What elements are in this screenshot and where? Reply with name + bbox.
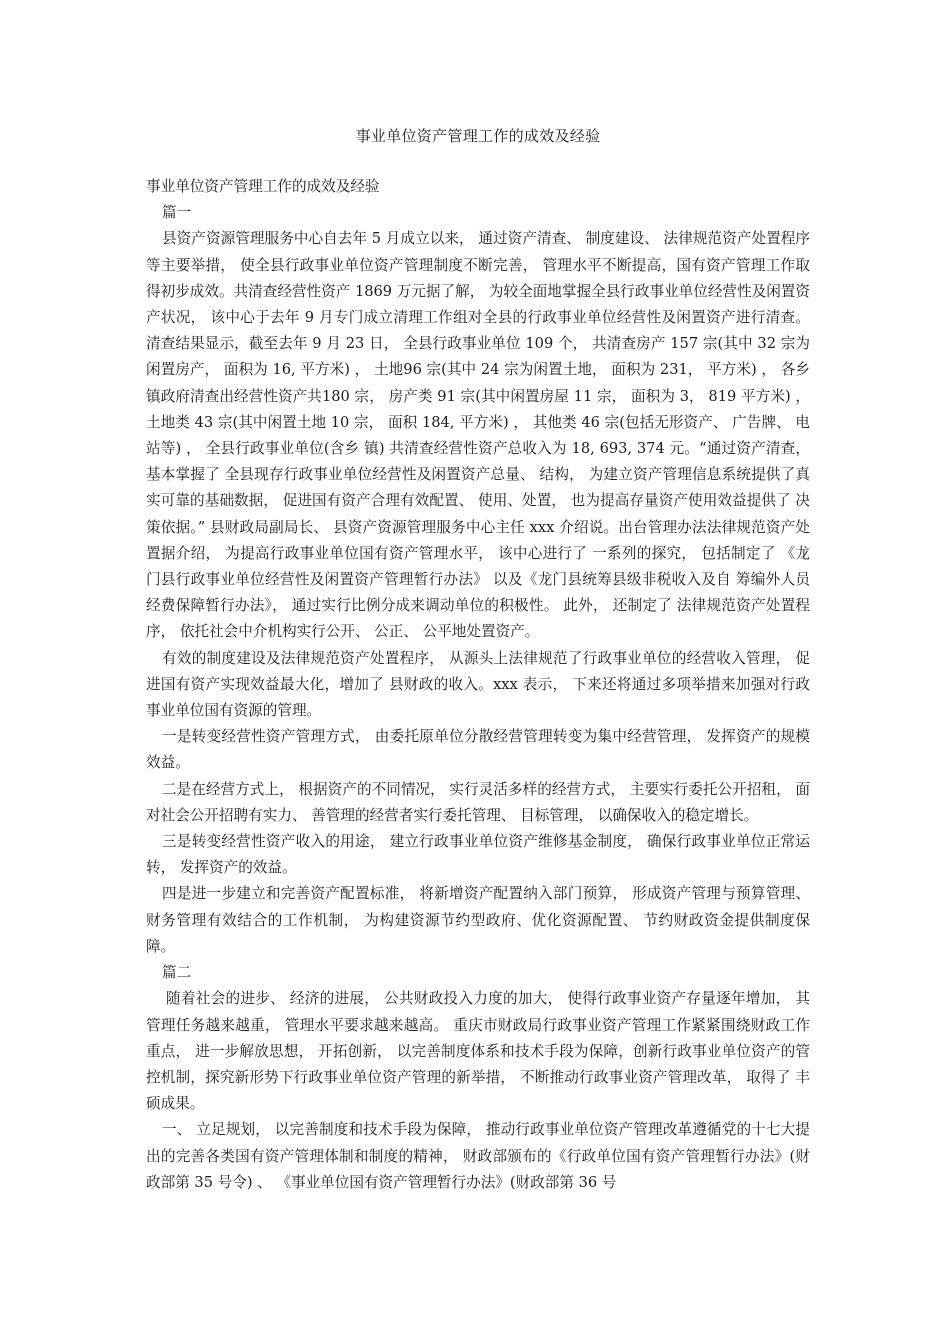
paragraph: 县资产资源管理服务中心自去年 5 月成立以来， 通过资产清查、 制度建设、 法律规范资产处置程序等主要举措， 使全县行政事业单位资产管理制度不断完善， 管理水平不断提高，国有资产管理工作取得初步成效。共清查经营性资产 1869 万元据了解， 为较全面地掌握全县行政事业单位经营性及闲置资产状况， 该中心于去年 9 月专门成立清理工作组对全县的行政事业单位经营性及闲置资产进行清查。 清查结果显示，截至去年 9 月 23 日， 全县行政事业单位 109 个， 共清查房产 157 宗(其中 32 宗为闲置房产， 面积为 16, 平方米) ， 土地96 宗(其中 24 宗为闲置土地， 面积为 231， 平方米) ， 各乡镇政府清查出经营性资产共180 宗， 房产类 91 宗(其中闲置房屋 11 宗， 面积为 3， 819 平方米) ， 土地类 43 宗(其中闲置土地 10 宗， 面积 184, 平方米) ， 其他类 46 宗(包括无形资产、 广告牌、 电站等) ， 全县行政事业单位(含乡 镇) 共清查经营性资产总收入为 18, 693, 374 元。“通过资产清查， 基本掌握了 全县现存行政事业单位经营性及闲置资产总量、 结构， 为建立资产管理信息系统提供了真实可靠的基础数据， 促进国有资产合理有效配置、 使用、处置， 也为提高存量资产使用效益提供了 决策依据。” 县财政局副局长、 县资产资源管理服务中心主任 xxx 介绍说。出台管理办法法律规范资产处置据介绍， 为提高行政事业单位国有资产管理水平， 该中心进行了 一系列的探究， 包括制定了 《龙门县行政事业单位经营性及闲置资产管理暂行办法》 以及《龙门县统筹县级非税收入及自 筹编外人员经费保障暂行办法》， 通过实行比例分成来调动单位的积极性。 此外， 还制定了 法律规范资产处置程序， 依托社会中介机构实行公开、 公正、 公平地处置资产。 [146, 230, 810, 641]
paragraph: 一、 立足规划， 以完善制度和技术手段为保障， 推动行政事业单位资产管理改革遵循党的十七大提出的完善各类国有资产管理体制和制度的精神， 财政部颁布的《行政单位国有资产管理暂行办法》(财政部第 35 号令) 、 《事业单位国有资产管理暂行办法》(财政部第 36 号 [146, 1121, 810, 1191]
paragraph: 一是转变经营性资产管理方式， 由委托原单位分散经营管理转变为集中经营管理， 发挥资产的规模效益。 [146, 728, 810, 772]
section-label-2: 篇二 [162, 964, 192, 982]
paragraph: 有效的制度建设及法律规范资产处置程序， 从源头上法律规范了行政事业单位的经营收入管理， 促进国有资产实现效益最大化，增加了 县财政的收入。xxx 表示， 下来还将通过多项举措来加强对行政事业单位国有资源的管理。 [146, 649, 810, 720]
paragraph: 四是进一步建立和完善资产配置标准， 将新增资产配置纳入部门预算， 形成资产管理与预算管理、 财务管理有效结合的工作机制， 为构建资源节约型政府、优化资源配置、 节约财政资金提供制度保障。 [146, 885, 810, 955]
paragraph: 随着社会的进步、 经济的进展， 公共财政投入力度的加大， 使得行政事业资产存量逐年增加， 其管理任务越来越重， 管理水平要求越来越高。 重庆市财政局行政事业资产管理工作紧紧围绕财政工作重点， 进一步解放思想， 开拓创新， 以完善制度体系和技术手段为保障，创新行政事业单位资产的管控机制，探究新形势下行政事业单位资产管理的新举措， 不断推动行政事业资产管理改革， 取得了 丰硕成果。 [146, 990, 810, 1113]
document-subheading: 事业单位资产管理工作的成效及经验 [146, 178, 380, 195]
document-title: 事业单位资产管理工作的成效及经验 [355, 127, 601, 145]
document-body [146, 174, 810, 1196]
section-label-1: 篇一 [162, 204, 192, 222]
paragraph: 三是转变经营性资产收入的用途， 建立行政事业单位资产维修基金制度， 确保行政事业单位正常运转， 发挥资产的效益。 [146, 833, 810, 877]
paragraph: 二是在经营方式上， 根据资产的不同情况， 实行灵活多样的经营方式， 主要实行委托公开招租， 面对社会公开招聘有实力、 善管理的经营者实行委托管理、 目标管理， 以确保收入的稳定增长。 [146, 780, 810, 824]
document-page [146, 0, 810, 1344]
